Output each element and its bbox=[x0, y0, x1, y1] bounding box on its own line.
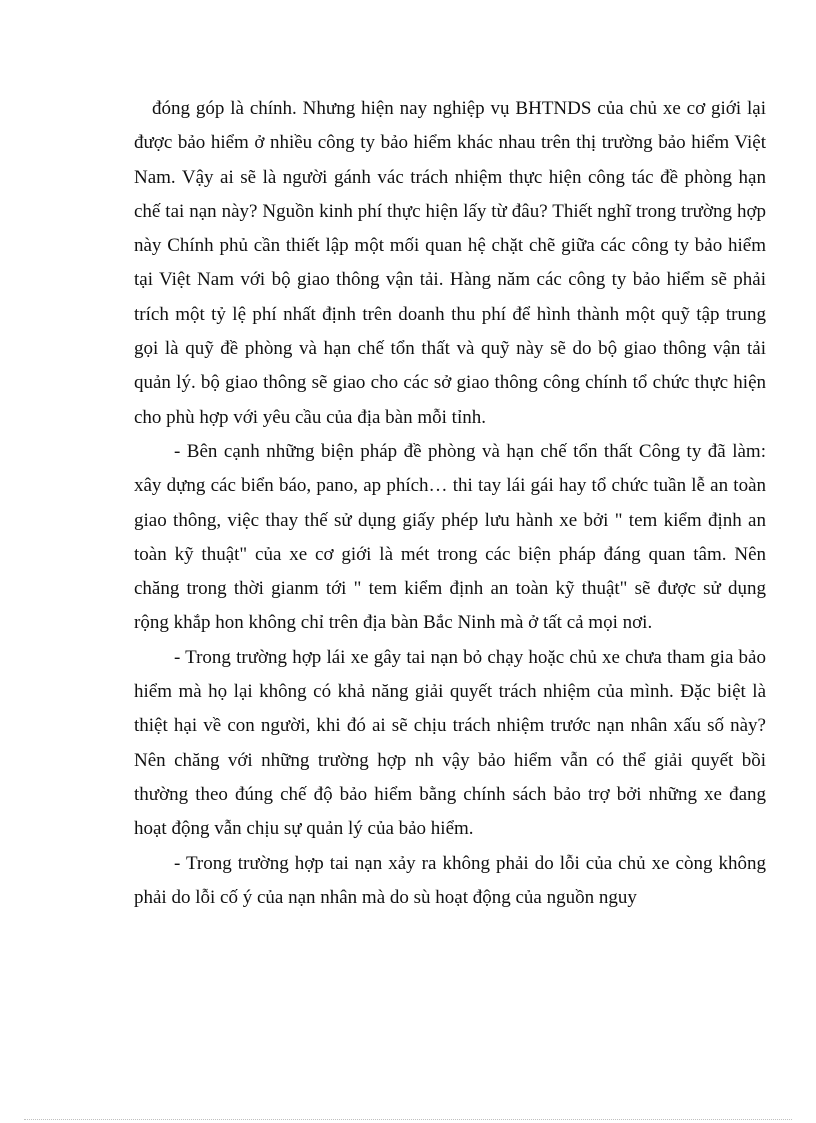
page-footer-divider bbox=[24, 1119, 792, 1120]
paragraph: - Trong trường hợp tai nạn xảy ra không phải do lỗi của chủ xe còng không phải do lỗi cố ý của nạn nhân mà do sù hoạt động của nguồn nguy bbox=[134, 852, 766, 908]
paragraph: - Bên cạnh những biện pháp đề phòng và hạn chế tổn thất Công ty đã làm: xây dựng các biển báo, pano, ap phích… thi tay lái gái hay tổ chức tuần lễ an toàn giao thông, việc thay thế sử dụng giấy phép lưu hành xe bởi " tem kiểm định an toàn kỹ thuật" của xe cơ giới là mét trong các biện pháp đáng quan tâm. Nên chăng trong thời gianm tới " tem kiểm định an toàn kỹ thuật" sẽ được sử dụng rộng khắp hon không chỉ trên địa bàn Bắc Ninh mà ở tất cả mọi nơi. bbox=[134, 440, 766, 634]
paragraph: - Trong trường hợp lái xe gây tai nạn bỏ chạy hoặc chủ xe chưa tham gia bảo hiểm mà họ lại không có khả năng giải quyết trách nhiệm của mình. Đặc biệt là thiệt hại về con người, khi đó ai sẽ chịu trách nhiệm trước nạn nhân xấu số này? Nên chăng với những trường hợp nh vậy bảo hiểm vẫn có thể giải quyết bồi thường theo đúng chế độ bảo hiểm bằng chính sách bảo trợ bởi những xe đang hoạt động vẫn chịu sự quản lý của bảo hiểm. bbox=[134, 646, 766, 840]
document-body bbox=[134, 92, 766, 915]
paragraph: đóng góp là chính. Nhưng hiện nay nghiệp vụ BHTNDS của chủ xe cơ giới lại được bảo hiểm ở nhiều công ty bảo hiểm khác nhau trên thị trường bảo hiểm Việt Nam. Vậy ai sẽ là người gánh vác trách nhiệm thực hiện công tác đề phòng hạn chế tai nạn này? Nguồn kinh phí thực hiện lấy từ đâu? Thiết nghĩ trong trường hợp này Chính phủ cần thiết lập một mối quan hệ chặt chẽ giữa các công ty bảo hiểm tại Việt Nam với bộ giao thông vận tải. Hàng năm các công ty bảo hiểm sẽ phải trích một tỷ lệ phí nhất định trên doanh thu phí để hình thành một quỹ tập trung gọi là quỹ đề phòng và hạn chế tổn thất và quỹ này sẽ do bộ giao thông vận tải quản lý. bộ giao thông sẽ giao cho các sở giao thông công chính tổ chức thực hiện cho phù hợp với yêu cầu của địa bàn mỗi tỉnh. bbox=[134, 98, 766, 428]
